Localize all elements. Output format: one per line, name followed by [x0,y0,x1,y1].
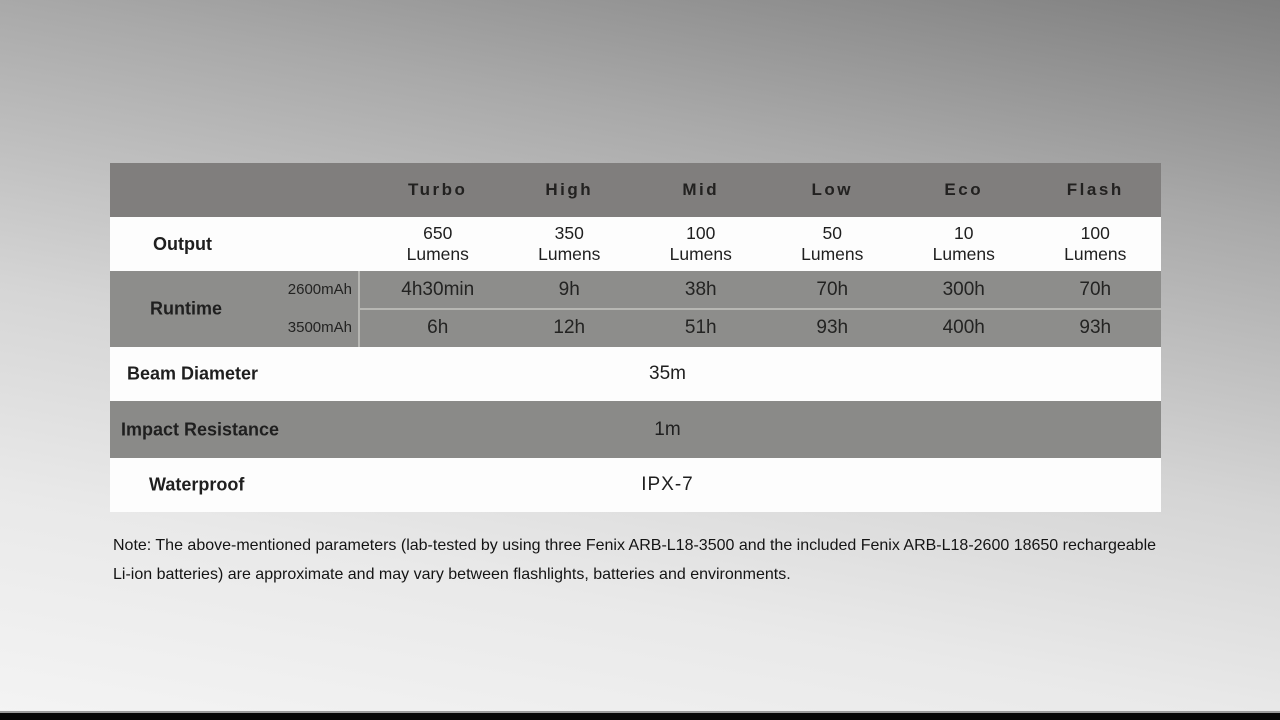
impact-resistance-value: 1m [654,418,681,440]
battery-label-3500mah: 3500mAh [287,319,352,336]
bottom-black-bar [0,711,1280,720]
output-amount: 50 [822,223,842,243]
column-header-low: Low [811,180,853,199]
output-amount: 100 [686,223,716,243]
output-unit: Lumens [669,244,732,264]
waterproof-label: Waterproof [149,474,245,495]
output-unit: Lumens [932,244,995,264]
output-amount: 650 [423,223,453,243]
runtime-2600-eco: 300h [942,279,985,300]
output-value-turbo [372,217,504,271]
output-unit: Lumens [538,244,601,264]
runtime-3500-turbo: 6h [427,317,449,338]
column-header-eco: Eco [944,180,984,199]
waterproof-value: IPX-7 [641,474,694,495]
beam-diameter-value: 35m [649,363,686,384]
runtime-2600-flash: 70h [1079,279,1112,300]
runtime-2600-turbo: 4h30min [401,279,475,300]
column-header-mid: Mid [682,180,720,199]
beam-diameter-row [110,347,1161,401]
impact-resistance-label: Impact Resistance [121,419,280,439]
output-unit: Lumens [1064,244,1127,264]
header-empty-cell [110,163,372,217]
runtime-2600-high: 9h [558,279,580,300]
output-value-flash [1030,217,1162,271]
output-value-low [767,217,899,271]
runtime-label-cell [110,271,372,347]
column-header-flash: Flash [1066,180,1124,199]
runtime-3500-low: 93h [816,317,849,338]
runtime-subrow-separator [358,308,1161,310]
waterproof-row [110,458,1161,512]
header-row [110,163,1161,217]
impact-resistance-row [110,401,1161,458]
output-value-high [504,217,636,271]
runtime-2600-mid: 38h [684,279,717,300]
column-header-high: High [545,180,594,199]
output-unit: Lumens [801,244,864,264]
spec-table [110,163,1161,512]
output-value-mid [635,217,767,271]
output-row [110,217,1161,271]
runtime-row-label: Runtime [150,298,222,319]
battery-label-2600mah: 2600mAh [287,281,352,298]
column-header-turbo: Turbo [408,180,468,199]
output-amount: 100 [1080,223,1110,243]
runtime-3500-mid: 51h [684,317,717,338]
output-row-label: Output [153,233,212,254]
battery-capacity-labels [288,271,352,347]
runtime-3500-high: 12h [553,317,586,338]
output-amount: 10 [954,223,974,243]
runtime-3500-flash: 93h [1079,317,1112,338]
runtime-2600-low: 70h [816,279,849,300]
runtime-row [110,271,1161,347]
output-amount: 350 [554,223,584,243]
footnote-text: Note: The above-mentioned parameters (lab-tested by using three Fenix ARB-L18-3500 and the included Fenix ARB-L18-2600 18650 rechargeable Li-ion batteries) are approximate and may vary between flashlights, batteries and environments. [113,537,1157,583]
beam-diameter-label: Beam Diameter [127,363,259,384]
output-value-eco [898,217,1030,271]
runtime-3500-eco: 400h [942,317,985,338]
output-unit: Lumens [406,244,469,264]
